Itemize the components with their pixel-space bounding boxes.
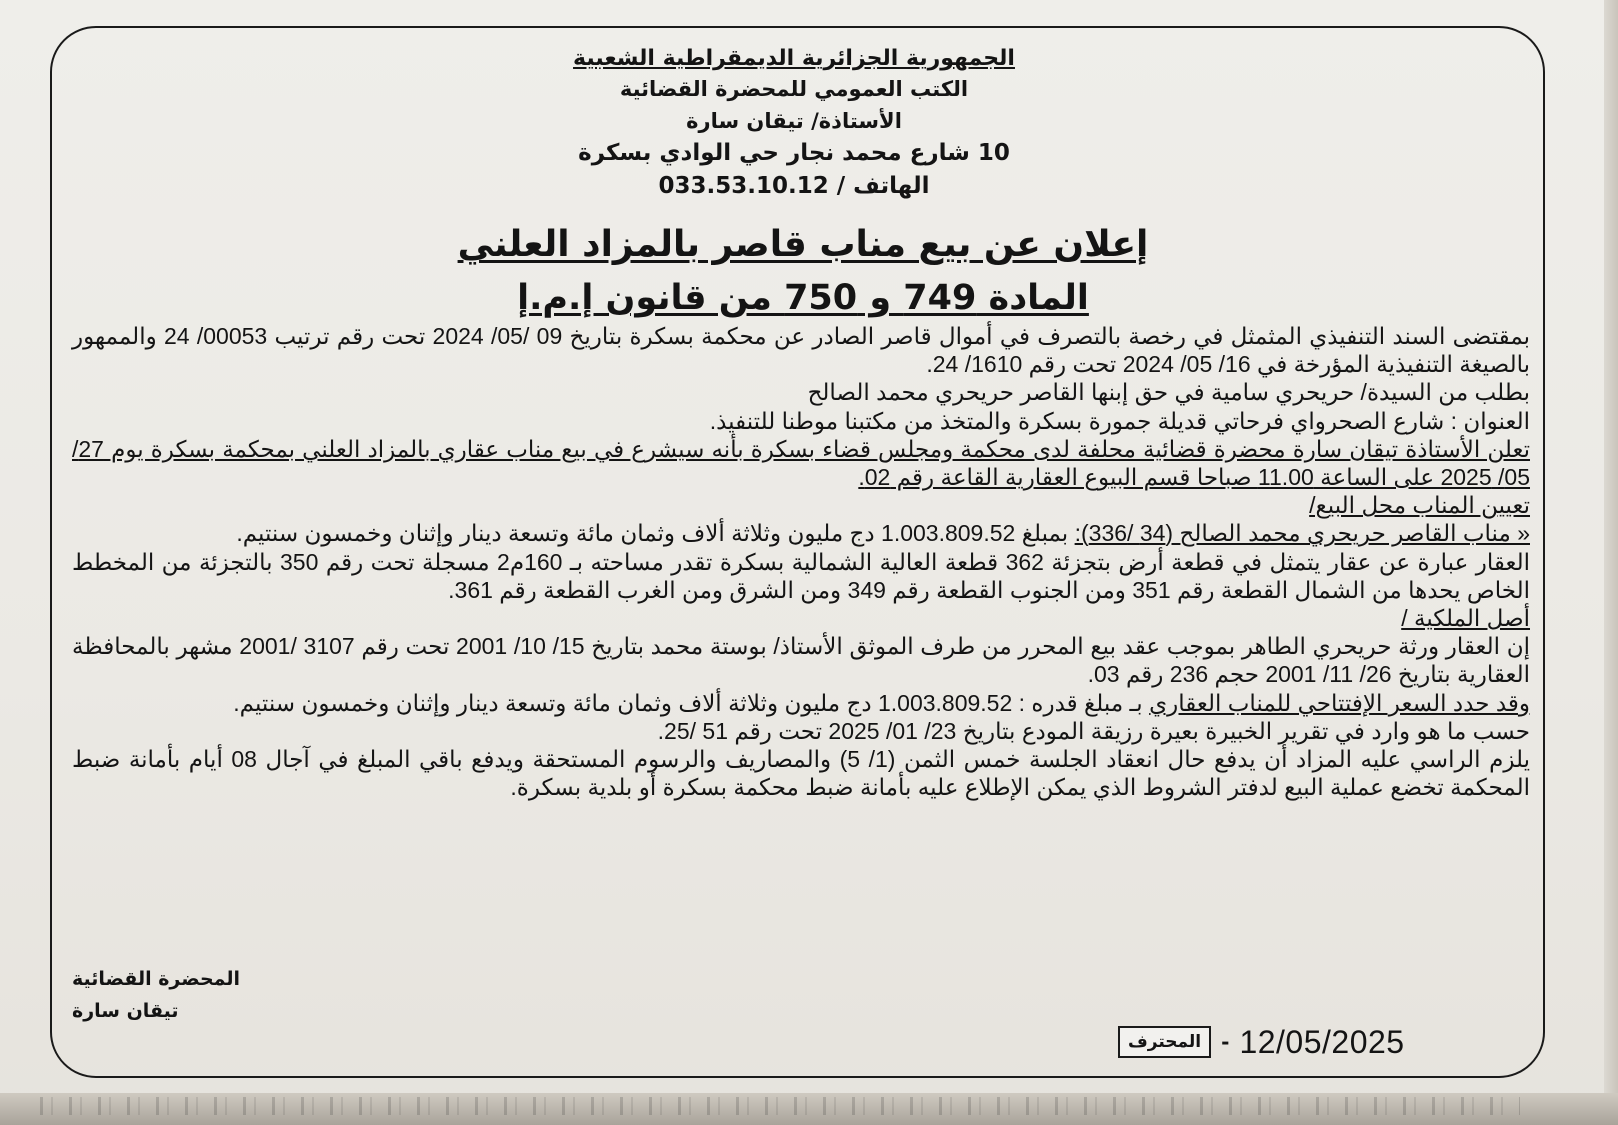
sale-notice-paragraph: تعلن الأستاذة تيقان سارة محضرة قضائية محلفة لدى محكمة ومجلس قضاء بسكرة بأنه سيشرع في بيع مناب عقاري بالمزاد العلني بمحكمة بسكرة يوم 27/ 05/ 2025 على الساعة 11.00 صباحا قسم البيوع العقارية القاعة رقم 02.: [72, 435, 1530, 491]
expert-report-paragraph: حسب ما هو وارد في تقرير الخبيرة بعيرة رزيقة المودع بتاريخ 23/ 01/ 2025 تحت رقم 51 /25.: [657, 717, 1530, 744]
blurred-text: [40, 1097, 1520, 1115]
newspaper-logo: المحترف: [1118, 1026, 1211, 1058]
legal-article-title: المادة 749 و 750 من قانون إ.م.إ: [517, 278, 1089, 318]
ownership-heading: أصل الملكية /: [1401, 605, 1530, 632]
publication-stamp: [1118, 1022, 1472, 1062]
bailiff-name: الأستاذة/ تيقان سارة: [686, 109, 902, 133]
opening-price-paragraph: [72, 689, 1530, 717]
announcement-body: [72, 322, 1530, 801]
opening-price-label: وقد حدد السعر الإفتتاحي للمناب العقاري: [1149, 689, 1530, 716]
opening-price-amount: بـ مبلغ قدره : 1.003.809.52 دج مليون وثلاثة ألاف وثمان مائة وتسعة دينار وإثنان وخمسون سنتيم.: [233, 689, 1150, 716]
ownership-paragraph: إن العقار ورثة حريحري الطاهر بموجب عقد بيع المحرر من طرف الموثق الأستاذ/ بوستة محمد بتاريخ 15/ 10/ 2001 تحت رقم 3107 /2001 مشهر بالمحافظة العقارية بتاريخ 26/ 11/ 2001 حجم 236 رقم 03.: [72, 633, 1531, 688]
office-address: 10 شارع محمد نجار حي الوادي بسكرة: [578, 140, 1010, 166]
separator: -: [1221, 1030, 1230, 1054]
address-paragraph: العنوان : شارع الصحرواي فرحاتي قديلة جمورة بسكرة والمتخذ من مكتبنا موطنا للتنفيذ.: [709, 407, 1530, 434]
property-heading: تعيين المناب محل البيع/: [1309, 492, 1530, 519]
property-description: العقار عبارة عن عقار يتمثل في قطعة أرض بتجزئة 362 قطعة العالية الشمالية بسكرة تقدر مساحته بـ 160م2 مسجلة تحت رقم 350 بالتجزئة من المخطط الخاص يحدها من الشمال القطعة رقم 351 ومن الجنوب القطعة رقم 349 ومن الشرق ومن الغرب القطعة رقم 361.: [72, 548, 1531, 603]
office-phone: الهاتف / 033.53.10.12: [658, 173, 930, 199]
payment-terms-paragraph: يلزم الراسي عليه المزاد أن يدفع حال انعقاد الجلسة خمس الثمن (1/ 5) والمصاريف والرسوم المستحقة ويدفع باقي المبلغ في آجال 08 أيام بأمانة ضبط المحكمة تخضع عملية البيع لدفتر الشروط الذي يمكن الإطلاع عليه بأمانة ضبط محكمة بسكرة أو بلدية بسكرة.: [72, 746, 1531, 801]
share-amount: بمبلغ 1.003.809.52 دج مليون وثلاثة ألاف وثمان مائة وتسعة دينار وإثنان وخمسون سنتيم.: [236, 520, 1075, 547]
page-edge: [1604, 0, 1618, 1125]
republic-name: الجمهورية الجزائرية الديمقراطية الشعبية: [573, 46, 1015, 71]
signature-name: تيقان سارة: [72, 1000, 179, 1022]
publication-date: 12/05/2025: [1239, 1023, 1405, 1060]
share-paragraph: [72, 519, 1530, 547]
adjacent-column-strip: [0, 1093, 1618, 1125]
signature-office: المحضرة القضائية: [72, 968, 241, 990]
share-owner: « مناب القاصر حريحري محمد الصالح (34 /336):: [1074, 520, 1530, 547]
announcement-title: إعلان عن بيع مناب قاصر بالمزاد العلني: [457, 224, 1149, 265]
requester-paragraph: بطلب من السيدة/ حريحري سامية في حق إبنها القاصر حريحري محمد الصالح: [807, 379, 1530, 406]
office-name: الكتب العمومي للمحضرة القضائية: [619, 77, 969, 101]
execution-basis-paragraph: بمقتضى السند التنفيذي المثمثل في رخصة بالتصرف في أموال قاصر الصادر عن محكمة بسكرة بتاريخ 09 /05/ 2024 تحت رقم ترتيب 00053/ 24 والممهور بالصيغة التنفيذية المؤرخة في 16/ 05/ 2024 تحت رقم 1610/ 24.: [72, 323, 1531, 378]
